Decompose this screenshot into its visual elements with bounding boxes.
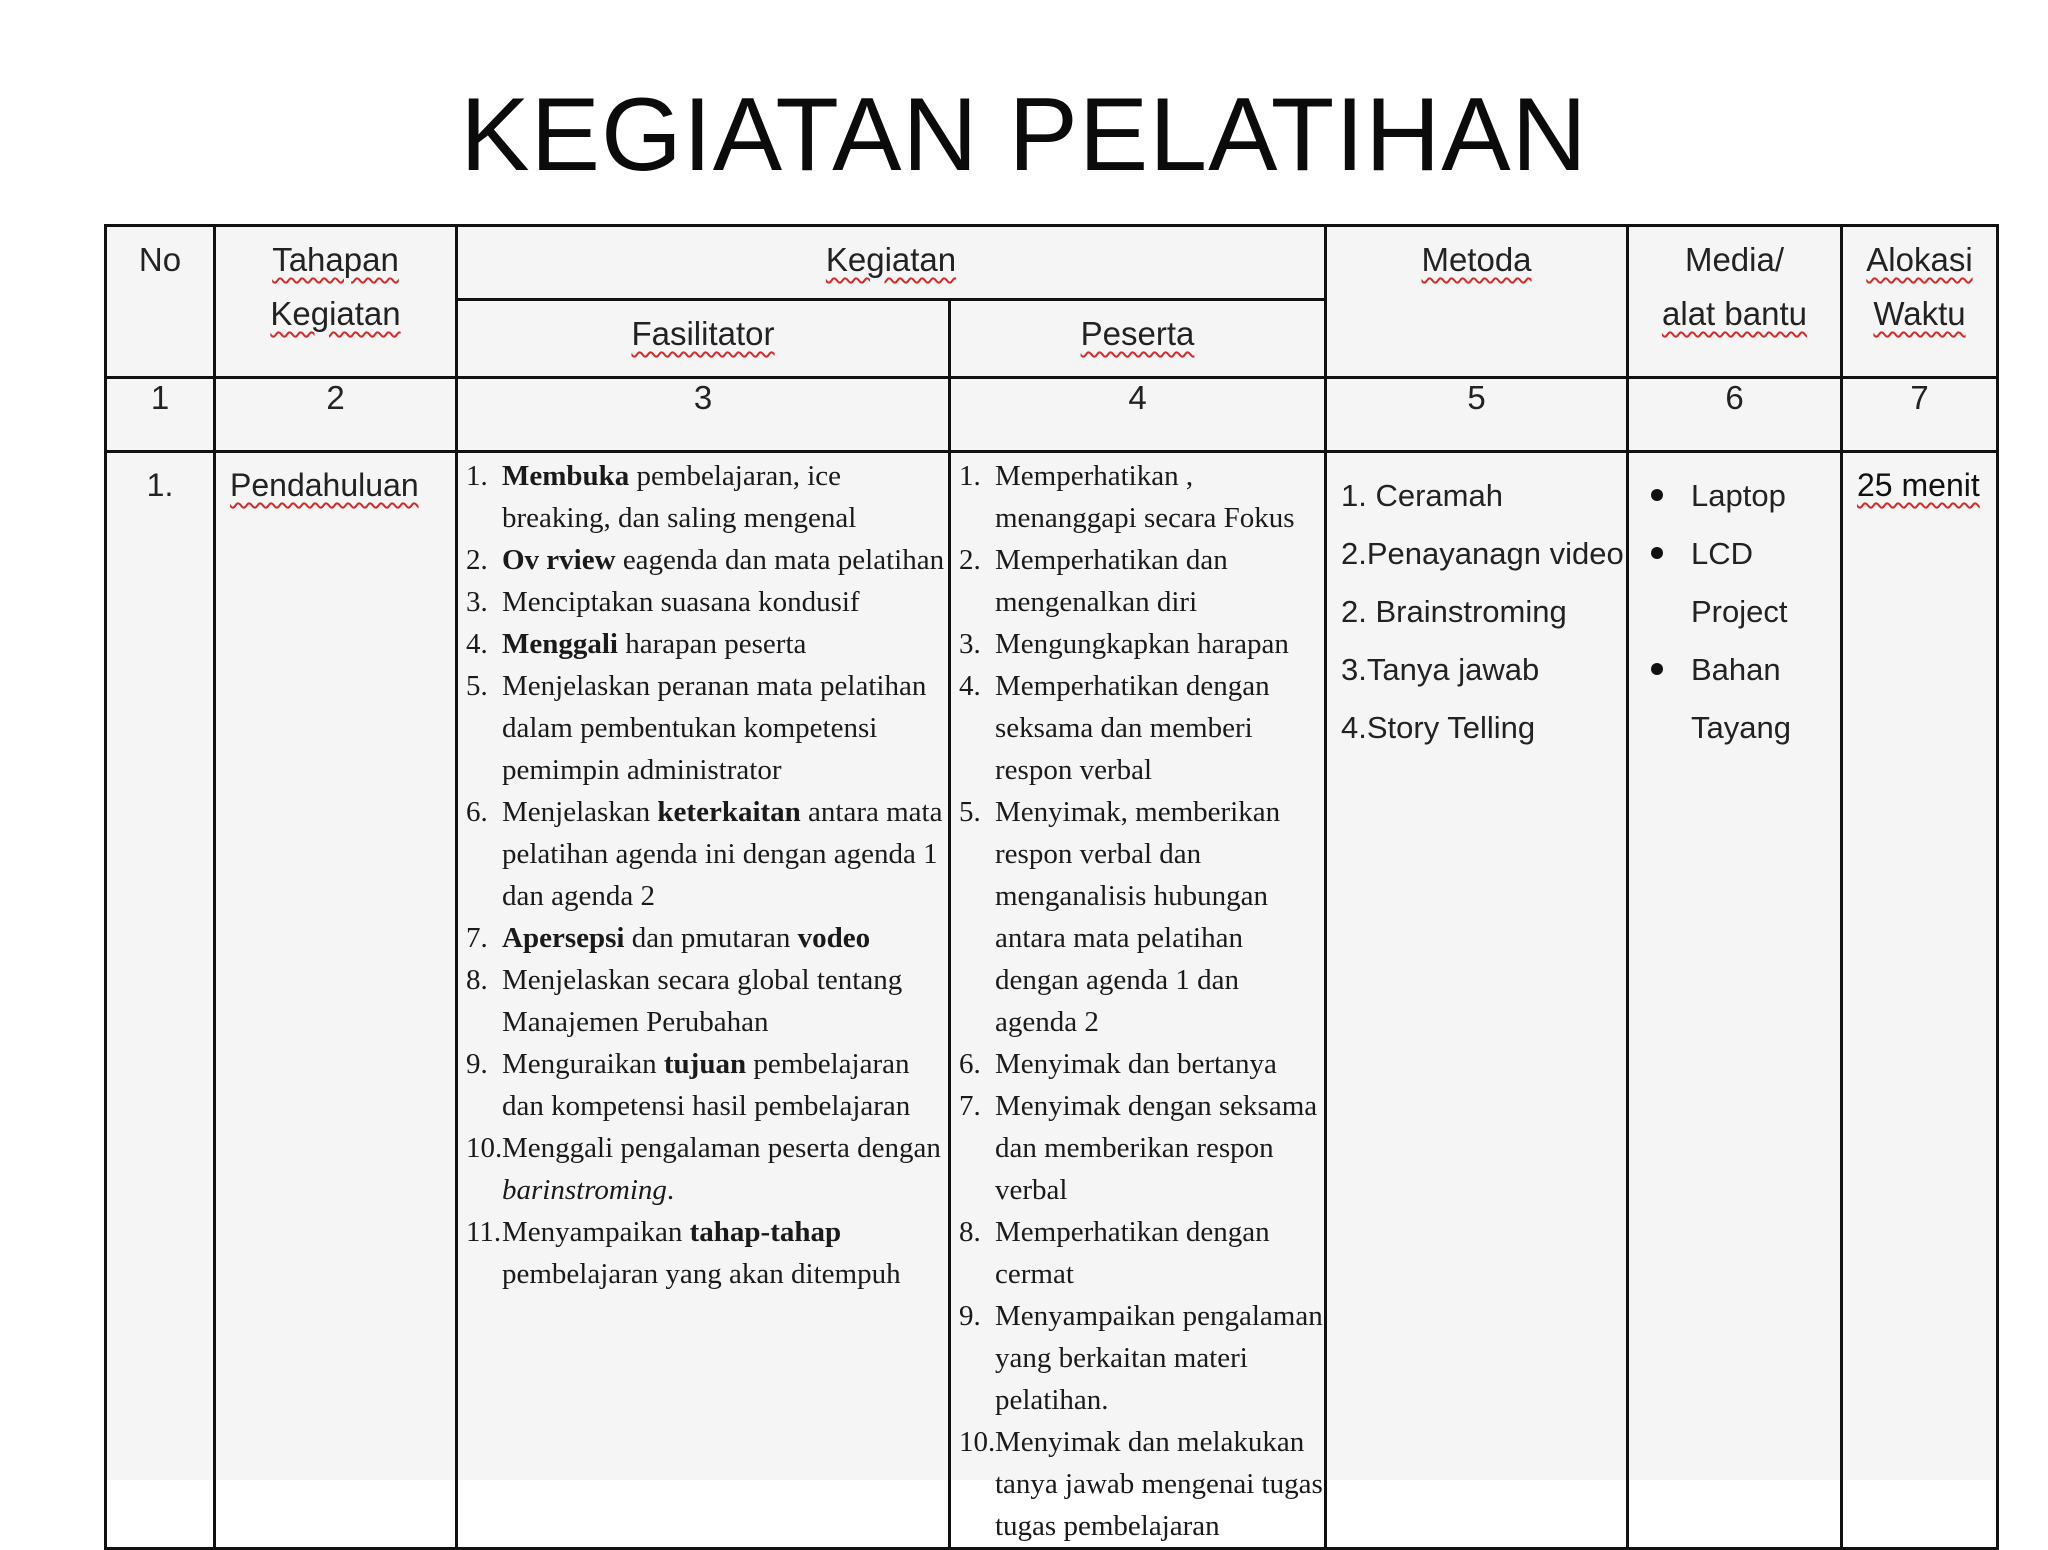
header-no [106,226,215,378]
item-text: Memperhatikan dengan cermat [995,1216,1270,1290]
plan-table [104,224,1999,1550]
item-text: Menyampaikan [502,1216,690,1248]
item-text: LCD Project [1691,536,1788,629]
item-number: 3. [466,586,488,618]
list-item [951,1295,1324,1421]
list-item [458,1127,948,1211]
item-text: Menguraikan [502,1048,664,1080]
training-activity-table [104,224,1996,1542]
list-item [458,791,948,917]
header-peserta [950,300,1326,378]
item-number: 8. [466,964,488,996]
list-item [951,1421,1324,1547]
item-bold-text: tujuan [663,1048,747,1080]
header-metoda [1326,226,1628,378]
row-no: 1. [106,452,215,1549]
table-row [106,452,1998,1549]
item-number: 1. [959,460,981,492]
list-item [1643,467,1840,525]
item-number: 8. [959,1216,981,1248]
item-text: Mengungkapkan harapan [995,628,1289,660]
colnum-5: 5 [1326,378,1628,452]
item-number: 11. [466,1216,502,1248]
item-text: Menjelaskan secara global tentang Manajemen Perubahan [502,964,903,1038]
item-number: 5. [466,670,488,702]
list-item: 3.Tanya jawab [1341,652,1540,687]
list-item [458,1211,948,1295]
item-number: 1. [466,460,488,492]
item-text: Menciptakan suasana kondusif [502,586,860,618]
item-text: eagenda dan mata pelatihan [615,544,945,576]
header-kegiatan-label: Kegiatan [825,241,957,278]
list-item [458,581,948,623]
list-item [458,917,948,959]
list-item [951,455,1324,539]
list-item [458,1043,948,1127]
metoda-list [1327,453,1626,757]
item-text: Bahan Tayang [1691,652,1791,745]
item-text: Menjelaskan [502,796,658,828]
header-tahapan-line2: Kegiatan [270,295,401,332]
list-item [951,539,1324,623]
item-text: Menyimak dengan seksama dan memberikan respon verbal [995,1090,1318,1206]
bullet-icon [1651,663,1663,675]
item-text: Menggali pengalaman peserta dengan [502,1132,941,1164]
colnum-7: 7 [1842,378,1998,452]
list-item: 2.Penayanagn video [1341,536,1624,571]
list-item [951,1043,1324,1085]
header-media-line1: Media/ [1684,241,1785,278]
bullet-icon [1651,489,1663,501]
alokasi-value: 25 menit [1857,467,1980,503]
item-text: Memperhatikan , menanggapi secara Fokus [995,460,1295,534]
metoda-cell [1326,452,1628,1549]
list-item [951,1211,1324,1295]
item-number: 10. [959,1426,996,1458]
list-item [951,791,1324,1043]
item-text: dan pmutaran [624,922,798,954]
header-no-label: No [138,241,182,278]
item-text: Laptop [1691,478,1786,513]
item-bold-text: vodeo [797,922,871,954]
peserta-cell [950,452,1326,1549]
colnum-3: 3 [457,378,950,452]
item-text: pembelajaran yang akan ditempuh [502,1258,901,1290]
header-metoda-label: Metoda [1421,241,1532,278]
item-italic-text: barinstroming [502,1174,667,1206]
list-item [458,959,948,1043]
list-item: 2. Brainstroming [1341,594,1567,629]
item-text: Memperhatikan dan mengenalkan diri [995,544,1228,618]
item-number: 7. [466,922,488,954]
item-bold-text: keterkaitan [657,796,801,828]
list-item [951,665,1324,791]
peserta-list [951,455,1324,1547]
item-text: Menyimak dan melakukan tanya jawab mengenai tugas tugas pembelajaran [995,1426,1323,1542]
item-bold-text: Ov rview [502,544,616,576]
row-tahapan-label: Pendahuluan [230,467,419,503]
media-cell [1628,452,1842,1549]
item-number: 6. [466,796,488,828]
item-number: 2. [959,544,981,576]
list-item [1643,525,1840,641]
header-fasilitator-label: Fasilitator [631,315,775,352]
list-item [1643,641,1840,757]
item-bold-text: Membuka [502,460,630,492]
item-text: Menyampaikan pengalaman yang berkaitan materi pelatihan. [995,1300,1323,1416]
item-number: 9. [466,1048,488,1080]
item-number: 9. [959,1300,981,1332]
list-item [951,1085,1324,1211]
item-text: . [666,1174,675,1206]
item-text: Menyimak dan bertanya [995,1048,1277,1080]
header-peserta-label: Peserta [1080,315,1195,352]
colnum-4: 4 [950,378,1326,452]
list-item [458,623,948,665]
item-bold-text: tahap-tahap [689,1216,842,1248]
slide-title: KEGIATAN PELATIHAN [460,77,1588,193]
header-media-line2: alat bantu [1662,295,1807,332]
list-item [458,539,948,581]
item-text: pembelajaran, ice breaking, dan saling mengenal [502,460,857,534]
item-number: 10. [466,1132,503,1164]
item-bold-text: Apersepsi [502,922,625,954]
fasilitator-list [458,455,948,1295]
header-fasilitator [457,300,950,378]
item-number: 6. [959,1048,981,1080]
item-number: 3. [959,628,981,660]
item-text: Menjelaskan peranan mata pelatihan dalam pembentukan kompetensi pemimpin administrator [502,670,927,786]
header-alokasi-line2: Waktu [1873,295,1966,332]
item-text: Menyimak, memberikan respon verbal dan menganalisis hubungan antara mata pelatihan dengan agenda 1 dan agenda 2 [995,796,1281,1038]
item-text: antara mata pelatihan agenda ini dengan agenda 1 dan agenda 2 [502,796,943,912]
fasilitator-cell [457,452,950,1549]
list-item [951,623,1324,665]
item-bold-text: Menggali [502,628,618,660]
bullet-icon [1651,547,1663,559]
colnum-1: 1 [106,378,215,452]
alokasi-cell [1842,452,1998,1549]
list-item: 1. Ceramah [1341,478,1503,513]
column-number-row [106,378,1998,452]
row-tahapan [215,452,457,1549]
header-kegiatan [457,226,1326,300]
header-tahapan [215,226,457,378]
item-number: 2. [466,544,488,576]
item-text: Memperhatikan dengan seksama dan memberi respon verbal [995,670,1270,786]
item-number: 4. [959,670,981,702]
item-text: pembelajaran dan kompetensi hasil pembelajaran [502,1048,911,1122]
list-item [458,665,948,791]
item-text: harapan peserta [618,628,807,660]
colnum-2: 2 [215,378,457,452]
header-media [1628,226,1842,378]
item-number: 4. [466,628,488,660]
media-list [1629,453,1840,757]
item-number: 5. [959,796,981,828]
item-number: 7. [959,1090,981,1122]
header-alokasi [1842,226,1998,378]
list-item: 4.Story Telling [1341,710,1536,745]
header-tahapan-line1: Tahapan [272,241,399,278]
colnum-6: 6 [1628,378,1842,452]
header-alokasi-line1: Alokasi [1866,241,1973,278]
list-item [458,455,948,539]
